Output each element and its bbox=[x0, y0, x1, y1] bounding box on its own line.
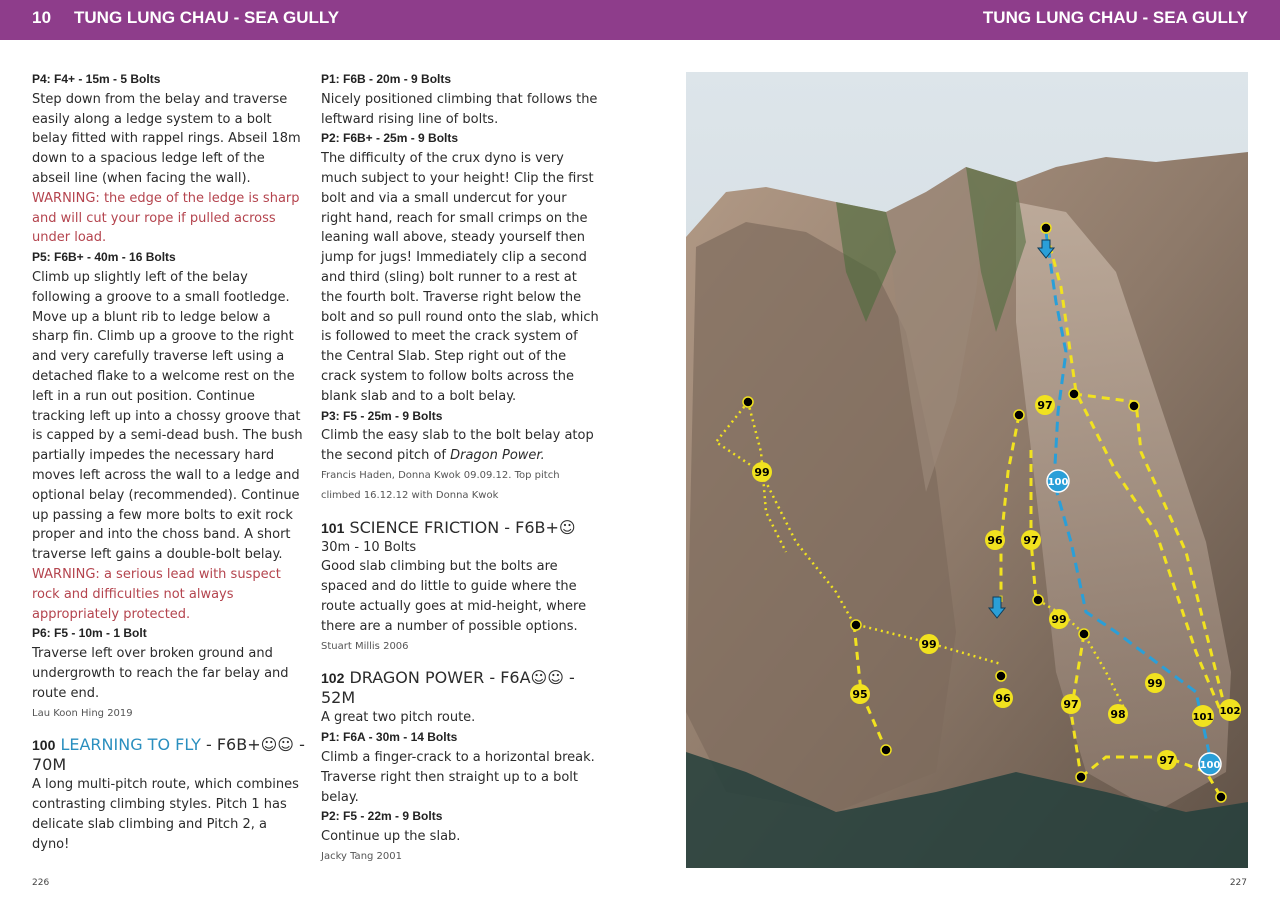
chapter-number: 10 bbox=[32, 8, 52, 27]
page-header bbox=[0, 0, 1280, 40]
route-number: 102 bbox=[321, 670, 345, 687]
route-name: DRAGON POWER - F6A☺☺ - 52M bbox=[321, 668, 575, 708]
belay-point bbox=[881, 745, 891, 755]
route-name: SCIENCE FRICTION - F6B+☺ bbox=[349, 517, 576, 537]
route-name: LEARNING TO FLY bbox=[60, 735, 201, 755]
pitch-heading: P5: F6B+ - 40m - 16 Bolts bbox=[32, 250, 176, 265]
header-title-left: TUNG LUNG CHAU - SEA GULLY bbox=[74, 8, 340, 27]
crag-topo-photo bbox=[686, 72, 1248, 868]
pitch-heading: P3: F5 - 25m - 9 Bolts bbox=[321, 408, 443, 423]
route-marker-95 bbox=[850, 684, 870, 704]
warning-text: a serious lead with suspect rock and difficulties not always appropriately protected. bbox=[32, 566, 281, 622]
belay-point bbox=[1041, 223, 1051, 233]
route-title bbox=[321, 668, 601, 708]
route-description: Good slab climbing but the bolts are spaced and do little to guide where the route actually goes at mid-height, where there are a number of possible options. bbox=[321, 559, 587, 634]
marker-label: 97 bbox=[1159, 754, 1175, 767]
route-grade: - F6B+☺☺ - 70M bbox=[32, 735, 305, 775]
pitch-description: Continue up the slab. bbox=[321, 829, 461, 845]
marker-label: 98 bbox=[1110, 708, 1126, 721]
marker-label: 96 bbox=[995, 692, 1011, 705]
route-marker-97 bbox=[1035, 395, 1055, 415]
route-marker-97 bbox=[1157, 750, 1177, 770]
belay-point bbox=[743, 397, 753, 407]
pitch-heading: P4: F4+ - 15m - 5 Bolts bbox=[32, 72, 161, 86]
belay-point bbox=[1076, 772, 1086, 782]
route-description: A great two pitch route. bbox=[321, 710, 476, 726]
route-title bbox=[321, 518, 601, 538]
text-column-middle bbox=[321, 70, 601, 867]
route-marker-96 bbox=[985, 530, 1005, 550]
warning-note bbox=[32, 189, 306, 248]
marker-label: 101 bbox=[1192, 712, 1214, 723]
belay-point bbox=[1129, 401, 1139, 411]
belay-point bbox=[1014, 410, 1024, 420]
first-ascent-credit: Lau Koon Hing 2019 bbox=[32, 707, 133, 719]
route-marker-96 bbox=[993, 688, 1013, 708]
route-subtitle: 30m - 10 Bolts bbox=[321, 539, 417, 555]
route-marker-99 bbox=[752, 462, 772, 482]
pitch-description: Traverse left over broken ground and undergrowth to reach the far belay and route end. bbox=[32, 646, 289, 701]
belay-point bbox=[1216, 792, 1226, 802]
pitch-heading: P6: F5 - 10m - 1 Bolt bbox=[32, 626, 147, 641]
route-number: 101 bbox=[321, 519, 345, 536]
route-marker-99 bbox=[1049, 609, 1069, 629]
marker-label: 99 bbox=[1051, 613, 1067, 626]
route-title bbox=[32, 735, 306, 775]
page-number-right: 227 bbox=[1229, 878, 1247, 888]
marker-label: 100 bbox=[1047, 477, 1069, 488]
route-marker-101 bbox=[1192, 705, 1214, 727]
marker-label: 102 bbox=[1219, 706, 1241, 717]
warning-label: WARNING: bbox=[32, 190, 100, 206]
pitch-description: The difficulty of the crux dyno is very much subject to your height! Clip the first bolt and via a small undercut for your right hand, reach for small crimps on the leaning wall above, steady yourself then jump for jugs! Immediately clip a second and third (sling) bolt runner to a rest at the fourth bolt. Traverse right below the bolt and so pull round onto the slab, which is followed to meet the crack system of the Central Slab. Step right out of the crack system to follow bolts across the blank slab and to a bolt belay. bbox=[321, 151, 599, 404]
route-marker-98 bbox=[1108, 704, 1128, 724]
first-ascent-credit: Stuart Millis 2006 bbox=[321, 640, 409, 652]
belay-point bbox=[1079, 629, 1089, 639]
text-column-left bbox=[32, 70, 306, 854]
warning-note bbox=[32, 565, 306, 624]
marker-label: 97 bbox=[1023, 534, 1039, 547]
header-title-right: TUNG LUNG CHAU - SEA GULLY bbox=[982, 8, 1248, 27]
marker-label: 99 bbox=[1147, 677, 1163, 690]
belay-point bbox=[996, 671, 1006, 681]
topo-svg bbox=[686, 72, 1248, 868]
pitch-heading: P2: F5 - 22m - 9 Bolts bbox=[321, 809, 443, 824]
pitch-heading: P1: F6B - 20m - 9 Bolts bbox=[321, 72, 452, 86]
first-ascent-credit: Jacky Tang 2001 bbox=[321, 850, 403, 862]
warning-label: WARNING: bbox=[32, 566, 100, 582]
pitch-text: Climb the easy slab to the bolt belay atop the second pitch of bbox=[321, 428, 594, 464]
first-ascent-credit: Francis Haden, Donna Kwok 09.09.12. Top pitch climbed 16.12.12 with Donna Kwok bbox=[321, 469, 560, 501]
pitch-heading: P2: F6B+ - 25m - 9 Bolts bbox=[321, 131, 459, 146]
marker-label: 99 bbox=[754, 466, 770, 479]
route-marker-99 bbox=[919, 634, 939, 654]
route-number: 100 bbox=[32, 737, 56, 754]
route-marker-99 bbox=[1145, 673, 1165, 693]
marker-label: 100 bbox=[1199, 760, 1221, 771]
route-marker-102 bbox=[1219, 699, 1241, 721]
marker-label: 95 bbox=[852, 688, 868, 701]
pitch-heading: P1: F6A - 30m - 14 Bolts bbox=[321, 730, 458, 745]
route-marker-100 bbox=[1199, 753, 1221, 775]
marker-label: 99 bbox=[921, 638, 937, 651]
route-marker-97 bbox=[1021, 530, 1041, 550]
warning-text: the edge of the ledge is sharp and will cut your rope if pulled across under load. bbox=[32, 190, 300, 246]
belay-point bbox=[1033, 595, 1043, 605]
route-marker-97 bbox=[1061, 694, 1081, 714]
belay-point bbox=[851, 620, 861, 630]
route-marker-100 bbox=[1047, 470, 1069, 492]
marker-label: 97 bbox=[1063, 698, 1079, 711]
pitch-description: Nicely positioned climbing that follows the leftward rising line of bolts. bbox=[321, 91, 598, 127]
page-number-left: 226 bbox=[32, 878, 50, 888]
route-reference: Dragon Power. bbox=[450, 448, 545, 464]
route-description: A long multi-pitch route, which combines contrasting climbing styles. Pitch 1 has delicate slab climbing and Pitch 2, a dyno! bbox=[32, 777, 299, 852]
belay-point bbox=[1069, 389, 1079, 399]
pitch-description: Climb a finger-crack to a horizontal break. Traverse right then straight up to a bolt belay. bbox=[321, 749, 595, 805]
marker-label: 97 bbox=[1037, 399, 1053, 412]
pitch-description: Climb up slightly left of the belay following a groove to a small footledge. Move up a blunt rib to ledge below a sharp fin. Climb up a groove to the right and very carefully traverse left using a detached flake to a welcome rest on the left in a run out position. Continue tracking left up into a chossy groove that is capped by a semi-dead bush. The bush partially impedes the necessary hard moves left across the wall to a ledge and optional belay (recommended). Continue up passing a few more bolts to exit rock proper and into the choss band. A short traverse left gains a double-bolt belay. bbox=[32, 269, 303, 563]
marker-label: 96 bbox=[987, 534, 1003, 547]
pitch-description: Step down from the belay and traverse easily along a ledge system to a bolt belay fitted with rappel rings. Abseil 18m down to a spacious ledge left of the abseil line (when facing the wall). bbox=[32, 91, 301, 186]
pitch-description bbox=[321, 426, 601, 466]
